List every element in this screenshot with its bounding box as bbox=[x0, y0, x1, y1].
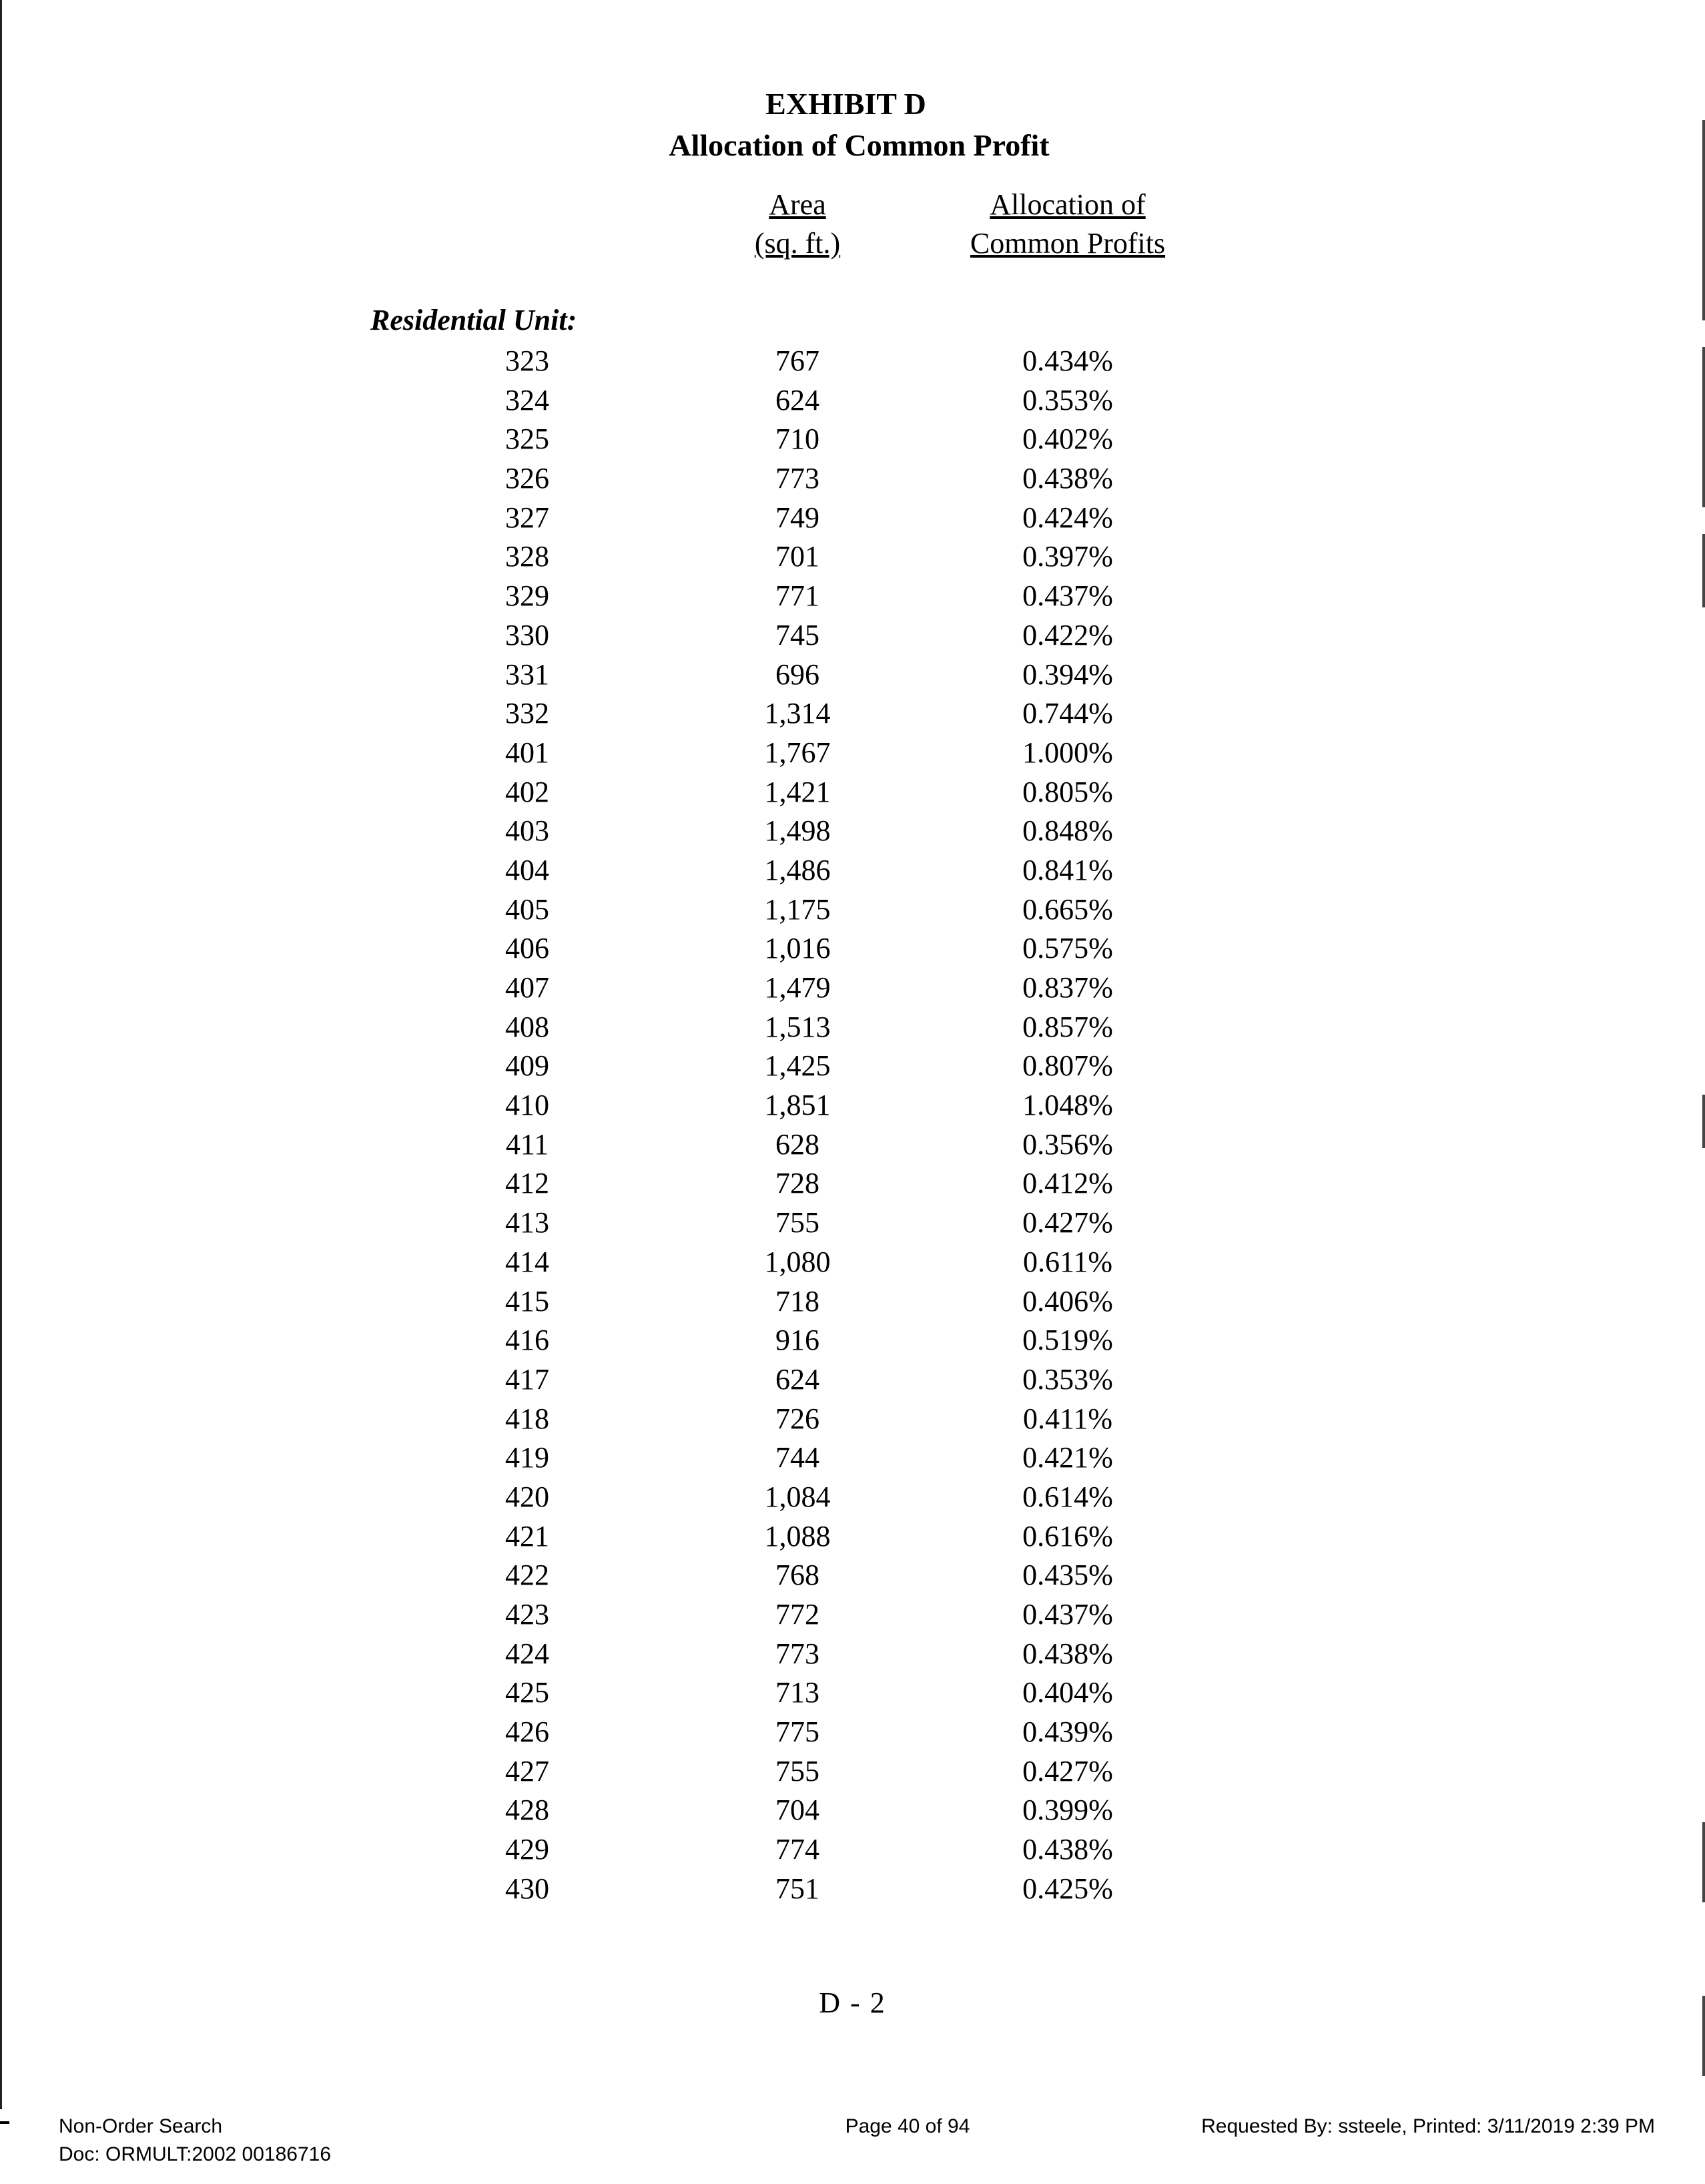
unit-cell: 324 bbox=[505, 383, 549, 417]
table-row bbox=[0, 1830, 1705, 1870]
allocation-cell: 0.614% bbox=[1022, 1480, 1113, 1513]
allocation-header-line1: Allocation of bbox=[990, 188, 1146, 221]
unit-cell: 411 bbox=[505, 1127, 549, 1161]
allocation-cell: 0.353% bbox=[1022, 383, 1113, 417]
allocation-cell: 0.437% bbox=[1022, 1598, 1113, 1631]
unit-cell: 329 bbox=[505, 579, 549, 613]
area-cell: 713 bbox=[775, 1676, 819, 1709]
table-row bbox=[0, 1203, 1705, 1243]
table-row bbox=[0, 537, 1705, 577]
area-cell: 1,084 bbox=[764, 1480, 831, 1513]
unit-cell: 403 bbox=[505, 814, 549, 848]
unit-cell: 325 bbox=[505, 423, 549, 456]
table-row bbox=[0, 1438, 1705, 1478]
table-row bbox=[0, 890, 1705, 930]
unit-cell: 425 bbox=[505, 1676, 549, 1709]
table-row bbox=[0, 1791, 1705, 1830]
table-row bbox=[0, 773, 1705, 812]
table-row bbox=[0, 381, 1705, 421]
area-cell: 628 bbox=[775, 1127, 819, 1161]
table-row bbox=[0, 1400, 1705, 1439]
area-cell: 1,479 bbox=[764, 971, 831, 1004]
unit-cell: 423 bbox=[505, 1598, 549, 1631]
section-label: Residential Unit: bbox=[370, 304, 577, 336]
table-row bbox=[0, 1164, 1705, 1203]
area-header-line2: (sq. ft.) bbox=[754, 227, 841, 260]
unit-cell: 327 bbox=[505, 501, 549, 534]
allocation-table bbox=[0, 342, 1705, 1909]
exhibit-title: EXHIBIT D bbox=[765, 87, 926, 121]
unit-cell: 414 bbox=[505, 1245, 549, 1278]
unit-cell: 330 bbox=[505, 618, 549, 651]
allocation-cell: 0.438% bbox=[1022, 1833, 1113, 1866]
allocation-header-line2: Common Profits bbox=[970, 227, 1166, 260]
table-row bbox=[0, 616, 1705, 655]
table-row bbox=[0, 1752, 1705, 1792]
area-cell: 771 bbox=[775, 579, 819, 613]
allocation-cell: 0.434% bbox=[1022, 344, 1113, 377]
allocation-cell: 0.857% bbox=[1022, 1010, 1113, 1043]
allocation-cell: 0.837% bbox=[1022, 971, 1113, 1004]
area-cell: 1,421 bbox=[764, 775, 831, 808]
area-cell: 751 bbox=[775, 1872, 819, 1905]
table-row bbox=[0, 1360, 1705, 1400]
unit-cell: 331 bbox=[505, 657, 549, 691]
area-cell: 755 bbox=[775, 1206, 819, 1240]
allocation-cell: 0.439% bbox=[1022, 1715, 1113, 1749]
area-cell: 1,016 bbox=[764, 932, 831, 965]
area-cell: 1,088 bbox=[764, 1519, 831, 1553]
allocation-cell: 0.425% bbox=[1022, 1872, 1113, 1905]
area-cell: 775 bbox=[775, 1715, 819, 1749]
exhibit-subtitle: Allocation of Common Profit bbox=[669, 128, 1050, 162]
allocation-cell: 0.406% bbox=[1022, 1284, 1113, 1318]
area-cell: 1,425 bbox=[764, 1049, 831, 1083]
allocation-cell: 0.427% bbox=[1022, 1206, 1113, 1240]
area-cell: 1,486 bbox=[764, 853, 831, 886]
area-cell: 696 bbox=[775, 657, 819, 691]
allocation-cell: 0.397% bbox=[1022, 540, 1113, 573]
page-number-label: D - 2 bbox=[819, 1986, 886, 2019]
area-cell: 1,851 bbox=[764, 1089, 831, 1122]
allocation-cell: 0.402% bbox=[1022, 423, 1113, 456]
unit-cell: 413 bbox=[505, 1206, 549, 1240]
unit-cell: 326 bbox=[505, 462, 549, 495]
table-row bbox=[0, 851, 1705, 890]
table-row bbox=[0, 499, 1705, 538]
unit-cell: 328 bbox=[505, 540, 549, 573]
allocation-cell: 0.435% bbox=[1022, 1559, 1113, 1592]
allocation-cell: 0.422% bbox=[1022, 618, 1113, 651]
allocation-cell: 0.437% bbox=[1022, 579, 1113, 613]
area-cell: 718 bbox=[775, 1284, 819, 1318]
area-cell: 1,767 bbox=[764, 736, 831, 769]
area-cell: 701 bbox=[775, 540, 819, 573]
unit-cell: 422 bbox=[505, 1559, 549, 1592]
area-cell: 744 bbox=[775, 1441, 819, 1474]
allocation-cell: 0.404% bbox=[1022, 1676, 1113, 1709]
unit-cell: 416 bbox=[505, 1324, 549, 1357]
allocation-cell: 0.575% bbox=[1022, 932, 1113, 965]
table-row bbox=[0, 694, 1705, 734]
table-row bbox=[0, 1870, 1705, 1909]
allocation-cell: 0.616% bbox=[1022, 1519, 1113, 1553]
allocation-cell: 0.438% bbox=[1022, 1637, 1113, 1670]
allocation-cell: 0.421% bbox=[1022, 1441, 1113, 1474]
table-row bbox=[0, 1556, 1705, 1595]
area-cell: 772 bbox=[775, 1598, 819, 1631]
unit-cell: 405 bbox=[505, 892, 549, 926]
unit-cell: 406 bbox=[505, 932, 549, 965]
area-cell: 767 bbox=[775, 344, 819, 377]
unit-cell: 428 bbox=[505, 1794, 549, 1827]
table-row bbox=[0, 1478, 1705, 1517]
area-cell: 773 bbox=[775, 1637, 819, 1670]
allocation-cell: 0.841% bbox=[1022, 853, 1113, 886]
unit-cell: 332 bbox=[505, 697, 549, 730]
area-cell: 704 bbox=[775, 1794, 819, 1827]
table-row bbox=[0, 655, 1705, 695]
table-row bbox=[0, 420, 1705, 459]
unit-cell: 420 bbox=[505, 1480, 549, 1513]
area-cell: 1,498 bbox=[764, 814, 831, 848]
unit-cell: 427 bbox=[505, 1754, 549, 1788]
unit-cell: 417 bbox=[505, 1362, 549, 1396]
unit-cell: 429 bbox=[505, 1833, 549, 1866]
allocation-cell: 0.399% bbox=[1022, 1794, 1113, 1827]
area-cell: 749 bbox=[775, 501, 819, 534]
unit-cell: 430 bbox=[505, 1872, 549, 1905]
table-row bbox=[0, 929, 1705, 969]
table-row bbox=[0, 1282, 1705, 1322]
area-cell: 773 bbox=[775, 462, 819, 495]
area-cell: 624 bbox=[775, 383, 819, 417]
footer-doc-id: Doc: ORMULT:2002 00186716 bbox=[59, 2143, 332, 2165]
allocation-cell: 0.353% bbox=[1022, 1362, 1113, 1396]
table-row bbox=[0, 734, 1705, 773]
area-cell: 728 bbox=[775, 1167, 819, 1200]
area-cell: 624 bbox=[775, 1362, 819, 1396]
unit-cell: 402 bbox=[505, 775, 549, 808]
area-cell: 710 bbox=[775, 423, 819, 456]
allocation-cell: 0.665% bbox=[1022, 892, 1113, 926]
area-cell: 755 bbox=[775, 1754, 819, 1788]
area-cell: 1,513 bbox=[764, 1010, 831, 1043]
table-row bbox=[0, 1595, 1705, 1635]
unit-cell: 410 bbox=[505, 1089, 549, 1122]
allocation-cell: 0.356% bbox=[1022, 1127, 1113, 1161]
table-row bbox=[0, 1243, 1705, 1282]
table-row bbox=[0, 1713, 1705, 1752]
table-row bbox=[0, 1086, 1705, 1125]
allocation-cell: 0.519% bbox=[1022, 1324, 1113, 1357]
allocation-cell: 0.807% bbox=[1022, 1049, 1113, 1083]
area-column-header bbox=[701, 186, 894, 263]
allocation-cell: 0.412% bbox=[1022, 1167, 1113, 1200]
allocation-cell: 1.048% bbox=[1022, 1089, 1113, 1122]
area-cell: 1,314 bbox=[764, 697, 831, 730]
allocation-column-header bbox=[928, 186, 1208, 263]
allocation-cell: 1.000% bbox=[1022, 736, 1113, 769]
unit-cell: 412 bbox=[505, 1167, 549, 1200]
allocation-cell: 0.744% bbox=[1022, 697, 1113, 730]
table-row bbox=[0, 459, 1705, 499]
unit-cell: 424 bbox=[505, 1637, 549, 1670]
area-cell: 774 bbox=[775, 1833, 819, 1866]
footer-page-count: Page 40 of 94 bbox=[845, 2115, 970, 2137]
unit-cell: 401 bbox=[505, 736, 549, 769]
unit-cell: 408 bbox=[505, 1010, 549, 1043]
unit-cell: 407 bbox=[505, 971, 549, 1004]
table-row bbox=[0, 577, 1705, 616]
unit-cell: 323 bbox=[505, 344, 549, 377]
allocation-cell: 0.411% bbox=[1022, 1402, 1113, 1435]
unit-cell: 426 bbox=[505, 1715, 549, 1749]
allocation-cell: 0.427% bbox=[1022, 1754, 1113, 1788]
allocation-cell: 0.394% bbox=[1022, 657, 1113, 691]
allocation-cell: 0.848% bbox=[1022, 814, 1113, 848]
table-row bbox=[0, 1125, 1705, 1165]
area-cell: 916 bbox=[775, 1324, 819, 1357]
table-row bbox=[0, 1635, 1705, 1674]
table-row bbox=[0, 1673, 1705, 1713]
unit-cell: 418 bbox=[505, 1402, 549, 1435]
area-cell: 1,175 bbox=[764, 892, 831, 926]
allocation-cell: 0.424% bbox=[1022, 501, 1113, 534]
footer-requested-by: Requested By: ssteele, Printed: 3/11/2019 2:39 PM bbox=[1201, 2115, 1655, 2137]
unit-cell: 415 bbox=[505, 1284, 549, 1318]
footer-search-type: Non-Order Search bbox=[59, 2115, 223, 2137]
table-row bbox=[0, 1047, 1705, 1086]
area-cell: 768 bbox=[775, 1559, 819, 1592]
table-row bbox=[0, 1321, 1705, 1360]
allocation-cell: 0.438% bbox=[1022, 462, 1113, 495]
allocation-cell: 0.611% bbox=[1022, 1245, 1113, 1278]
unit-cell: 419 bbox=[505, 1441, 549, 1474]
area-cell: 726 bbox=[775, 1402, 819, 1435]
allocation-cell: 0.805% bbox=[1022, 775, 1113, 808]
area-header-line1: Area bbox=[769, 188, 826, 221]
table-row bbox=[0, 342, 1705, 381]
table-row bbox=[0, 1517, 1705, 1557]
table-row bbox=[0, 812, 1705, 851]
unit-cell: 404 bbox=[505, 853, 549, 886]
unit-cell: 421 bbox=[505, 1519, 549, 1553]
area-cell: 745 bbox=[775, 618, 819, 651]
unit-cell: 409 bbox=[505, 1049, 549, 1083]
table-row bbox=[0, 969, 1705, 1008]
table-row bbox=[0, 1008, 1705, 1047]
area-cell: 1,080 bbox=[764, 1245, 831, 1278]
